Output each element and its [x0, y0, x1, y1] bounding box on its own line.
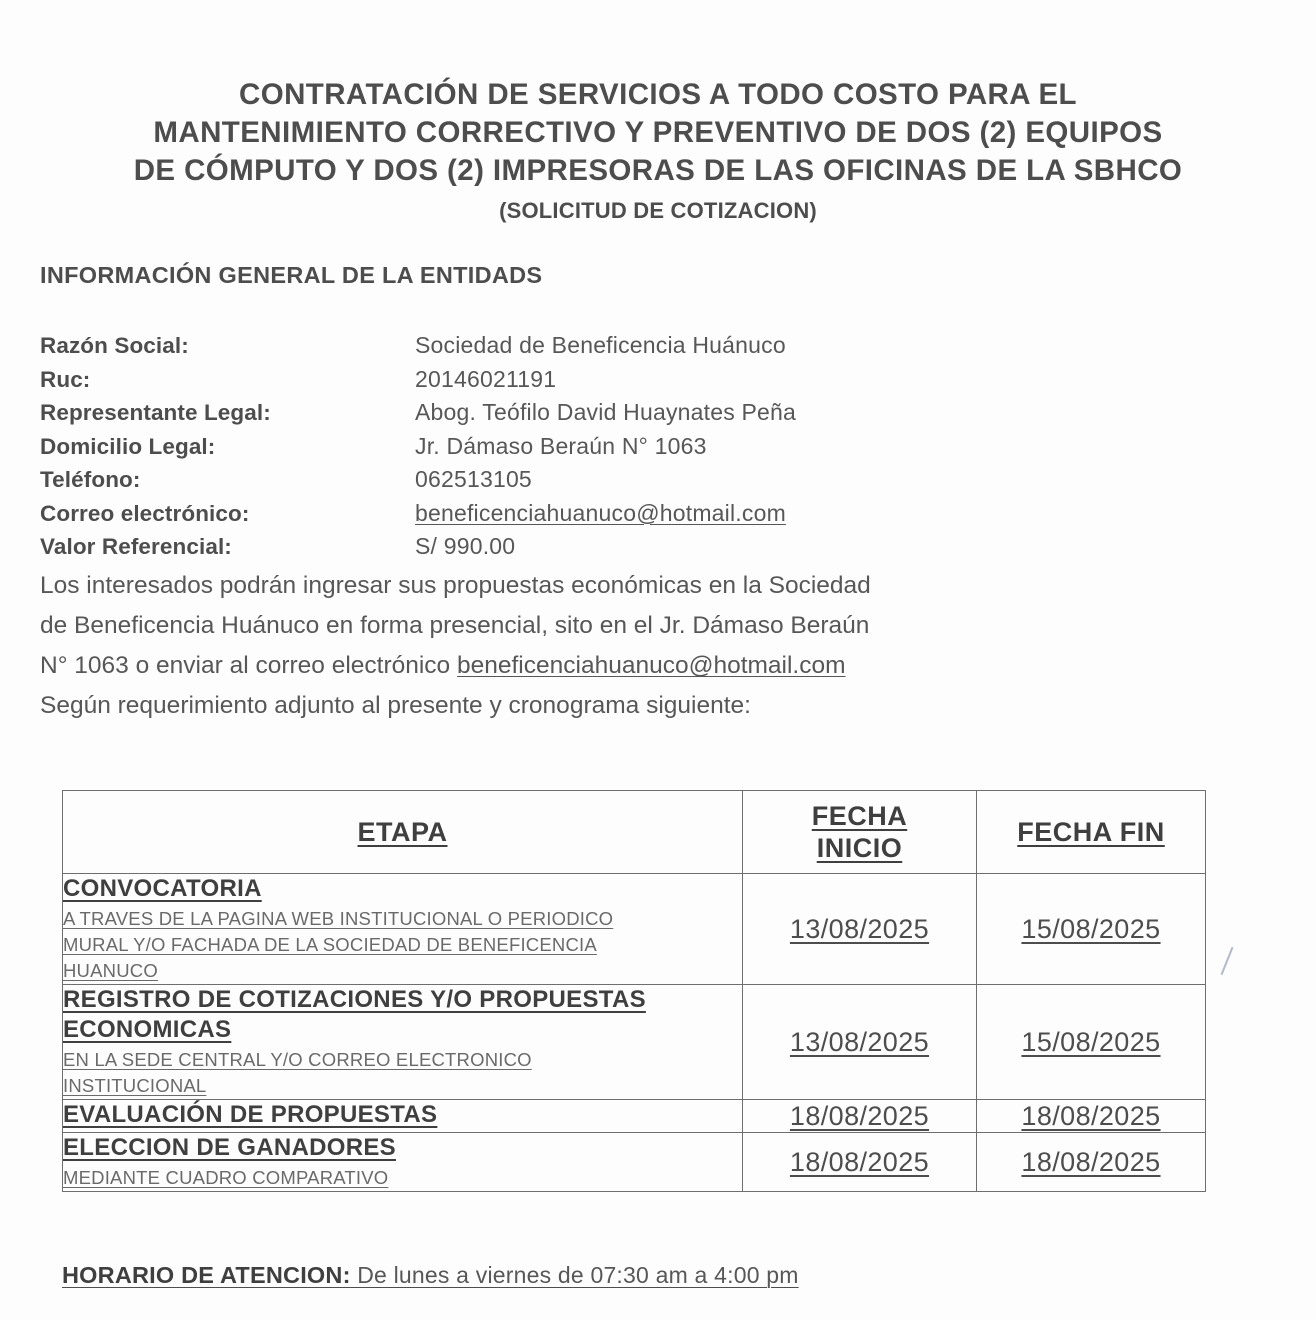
etapa-subtext-line: MURAL Y/O FACHADA DE LA SOCIEDAD DE BENEFICENCIA [63, 934, 597, 955]
fecha-inicio-cell [743, 1133, 977, 1192]
column-header-etapa-label: ETAPA [357, 817, 448, 847]
title-line-2: MANTENIMIENTO CORRECTIVO Y PREVENTIVO DE DOS (2) EQUIPOS [153, 116, 1163, 149]
info-row-correo-electronico [40, 500, 1140, 534]
horario-atencion-note [62, 1262, 799, 1289]
etapa-subtext-line: INSTITUCIONAL [63, 1075, 207, 1096]
instructions-paragraph [40, 566, 1155, 726]
date-value: 18/08/2025 [1021, 1100, 1161, 1131]
title-line-3: DE CÓMPUTO Y DOS (2) IMPRESORAS DE LAS OFICINAS DE LA SBHCO [133, 154, 1183, 187]
table-row [63, 985, 1206, 1100]
date-value: 18/08/2025 [789, 1146, 930, 1177]
table-row [63, 1133, 1206, 1192]
info-value: S/ 990.00 [415, 533, 516, 559]
info-label: Ruc: [40, 366, 91, 392]
info-row-telefono [40, 466, 1140, 500]
etapa-title: ELECCION DE GANADORES [63, 1134, 396, 1161]
etapa-subtext [63, 906, 742, 984]
info-label: Razón Social: [40, 333, 189, 358]
date-value: 18/08/2025 [789, 1100, 930, 1131]
date-value: 13/08/2025 [789, 913, 930, 944]
title-line-1: CONTRATACIÓN DE SERVICIOS A TODO COSTO PARA EL [239, 78, 1077, 111]
info-value: 062513105 [415, 466, 532, 492]
fecha-fin-cell [977, 1100, 1206, 1133]
column-header-fecha-inicio [743, 791, 977, 874]
date-value: 15/08/2025 [1021, 913, 1161, 944]
etapa-title: REGISTRO DE COTIZACIONES Y/O PROPUESTAS ECONOMICAS [63, 986, 646, 1043]
paragraph-line-3 [40, 646, 1155, 686]
schedule-table-wrapper [62, 790, 1205, 1192]
fecha-fin-cell [977, 874, 1206, 985]
etapa-title: CONVOCATORIA [63, 875, 262, 902]
date-value: 15/08/2025 [1021, 1026, 1161, 1057]
info-row-valor-referencial [40, 533, 1140, 567]
section-heading-entity-info: INFORMACIÓN GENERAL DE LA ENTIDADS [40, 262, 543, 288]
etapa-title: EVALUACIÓN DE PROPUESTAS [63, 1101, 438, 1128]
etapa-subtext [63, 1165, 742, 1191]
info-value: 20146021191 [415, 365, 557, 392]
date-value: 18/08/2025 [1021, 1146, 1161, 1177]
document-subtitle: (SOLICITUD DE COTIZACION) [499, 198, 817, 223]
schedule-table-body [63, 874, 1206, 1192]
paragraph-line-3-text: N° 1063 o enviar al correo electrónico [40, 652, 457, 679]
email-link[interactable]: beneficenciahuanuco@hotmail.com [457, 652, 846, 679]
fecha-inicio-cell [743, 1100, 977, 1133]
info-value: Jr. Dámaso Beraún N° 1063 [415, 432, 707, 459]
info-row-domicilio-legal [40, 433, 1140, 467]
scan-stray-pen-mark [1220, 947, 1233, 976]
column-header-fecha-fin [977, 791, 1206, 874]
schedule-header-row [63, 791, 1206, 874]
table-row [63, 874, 1206, 985]
info-value: Sociedad de Beneficencia Huánuco [415, 332, 786, 358]
fecha-inicio-cell [743, 874, 977, 985]
horario-label: HORARIO DE ATENCION: [62, 1262, 351, 1288]
fecha-fin-cell [977, 985, 1206, 1100]
etapa-cell-registro-cotizaciones [63, 985, 743, 1100]
horario-value: De lunes a viernes de 07:30 am a 4:00 pm [350, 1262, 799, 1288]
paragraph-line-4: Según requerimiento adjunto al presente y cronograma siguiente: [40, 692, 751, 719]
info-label: Valor Referencial: [40, 534, 232, 559]
etapa-subtext-line: A TRAVES DE LA PAGINA WEB INSTITUCIONAL O PERIODICO [63, 908, 614, 929]
etapa-subtext-line: HUANUCO [63, 960, 158, 981]
column-header-fecha-inicio-line1: FECHA [811, 801, 908, 831]
date-value: 13/08/2025 [789, 1026, 930, 1057]
etapa-cell-evaluacion-propuestas [63, 1100, 743, 1133]
info-label: Domicilio Legal: [40, 433, 216, 459]
entity-info-list [40, 332, 1140, 567]
etapa-subtext-line: EN LA SEDE CENTRAL Y/O CORREO ELECTRONICO [63, 1049, 532, 1070]
etapa-cell-convocatoria [63, 874, 743, 985]
table-row [63, 1100, 1206, 1133]
info-label: Correo electrónico: [40, 500, 250, 526]
schedule-table [62, 790, 1206, 1192]
email-value[interactable]: beneficenciahuanuco@hotmail.com [415, 499, 786, 526]
schedule-table-head [63, 791, 1206, 874]
etapa-subtext [63, 1047, 742, 1099]
info-label: Teléfono: [40, 467, 141, 492]
column-header-etapa [63, 791, 743, 874]
etapa-subtext-line: MEDIANTE CUADRO COMPARATIVO [63, 1167, 389, 1188]
paragraph-line-1: Los interesados podrán ingresar sus propuestas económicas en la Sociedad [40, 572, 871, 599]
document-title-block [0, 76, 1316, 228]
fecha-inicio-cell [743, 985, 977, 1100]
paragraph-line-2: de Beneficencia Huánuco en forma presencial, sito en el Jr. Dámaso Beraún [40, 612, 870, 639]
info-row-ruc [40, 366, 1140, 400]
column-header-fecha-fin-label: FECHA FIN [1017, 817, 1165, 847]
info-label: Representante Legal: [40, 400, 271, 425]
column-header-fecha-inicio-line2: INICIO [816, 833, 903, 863]
fecha-fin-cell [977, 1133, 1206, 1192]
info-value: Abog. Teófilo David Huaynates Peña [415, 399, 797, 425]
info-row-representante-legal [40, 399, 1140, 433]
etapa-cell-eleccion-ganadores [63, 1133, 743, 1192]
info-row-razon-social [40, 332, 1140, 366]
